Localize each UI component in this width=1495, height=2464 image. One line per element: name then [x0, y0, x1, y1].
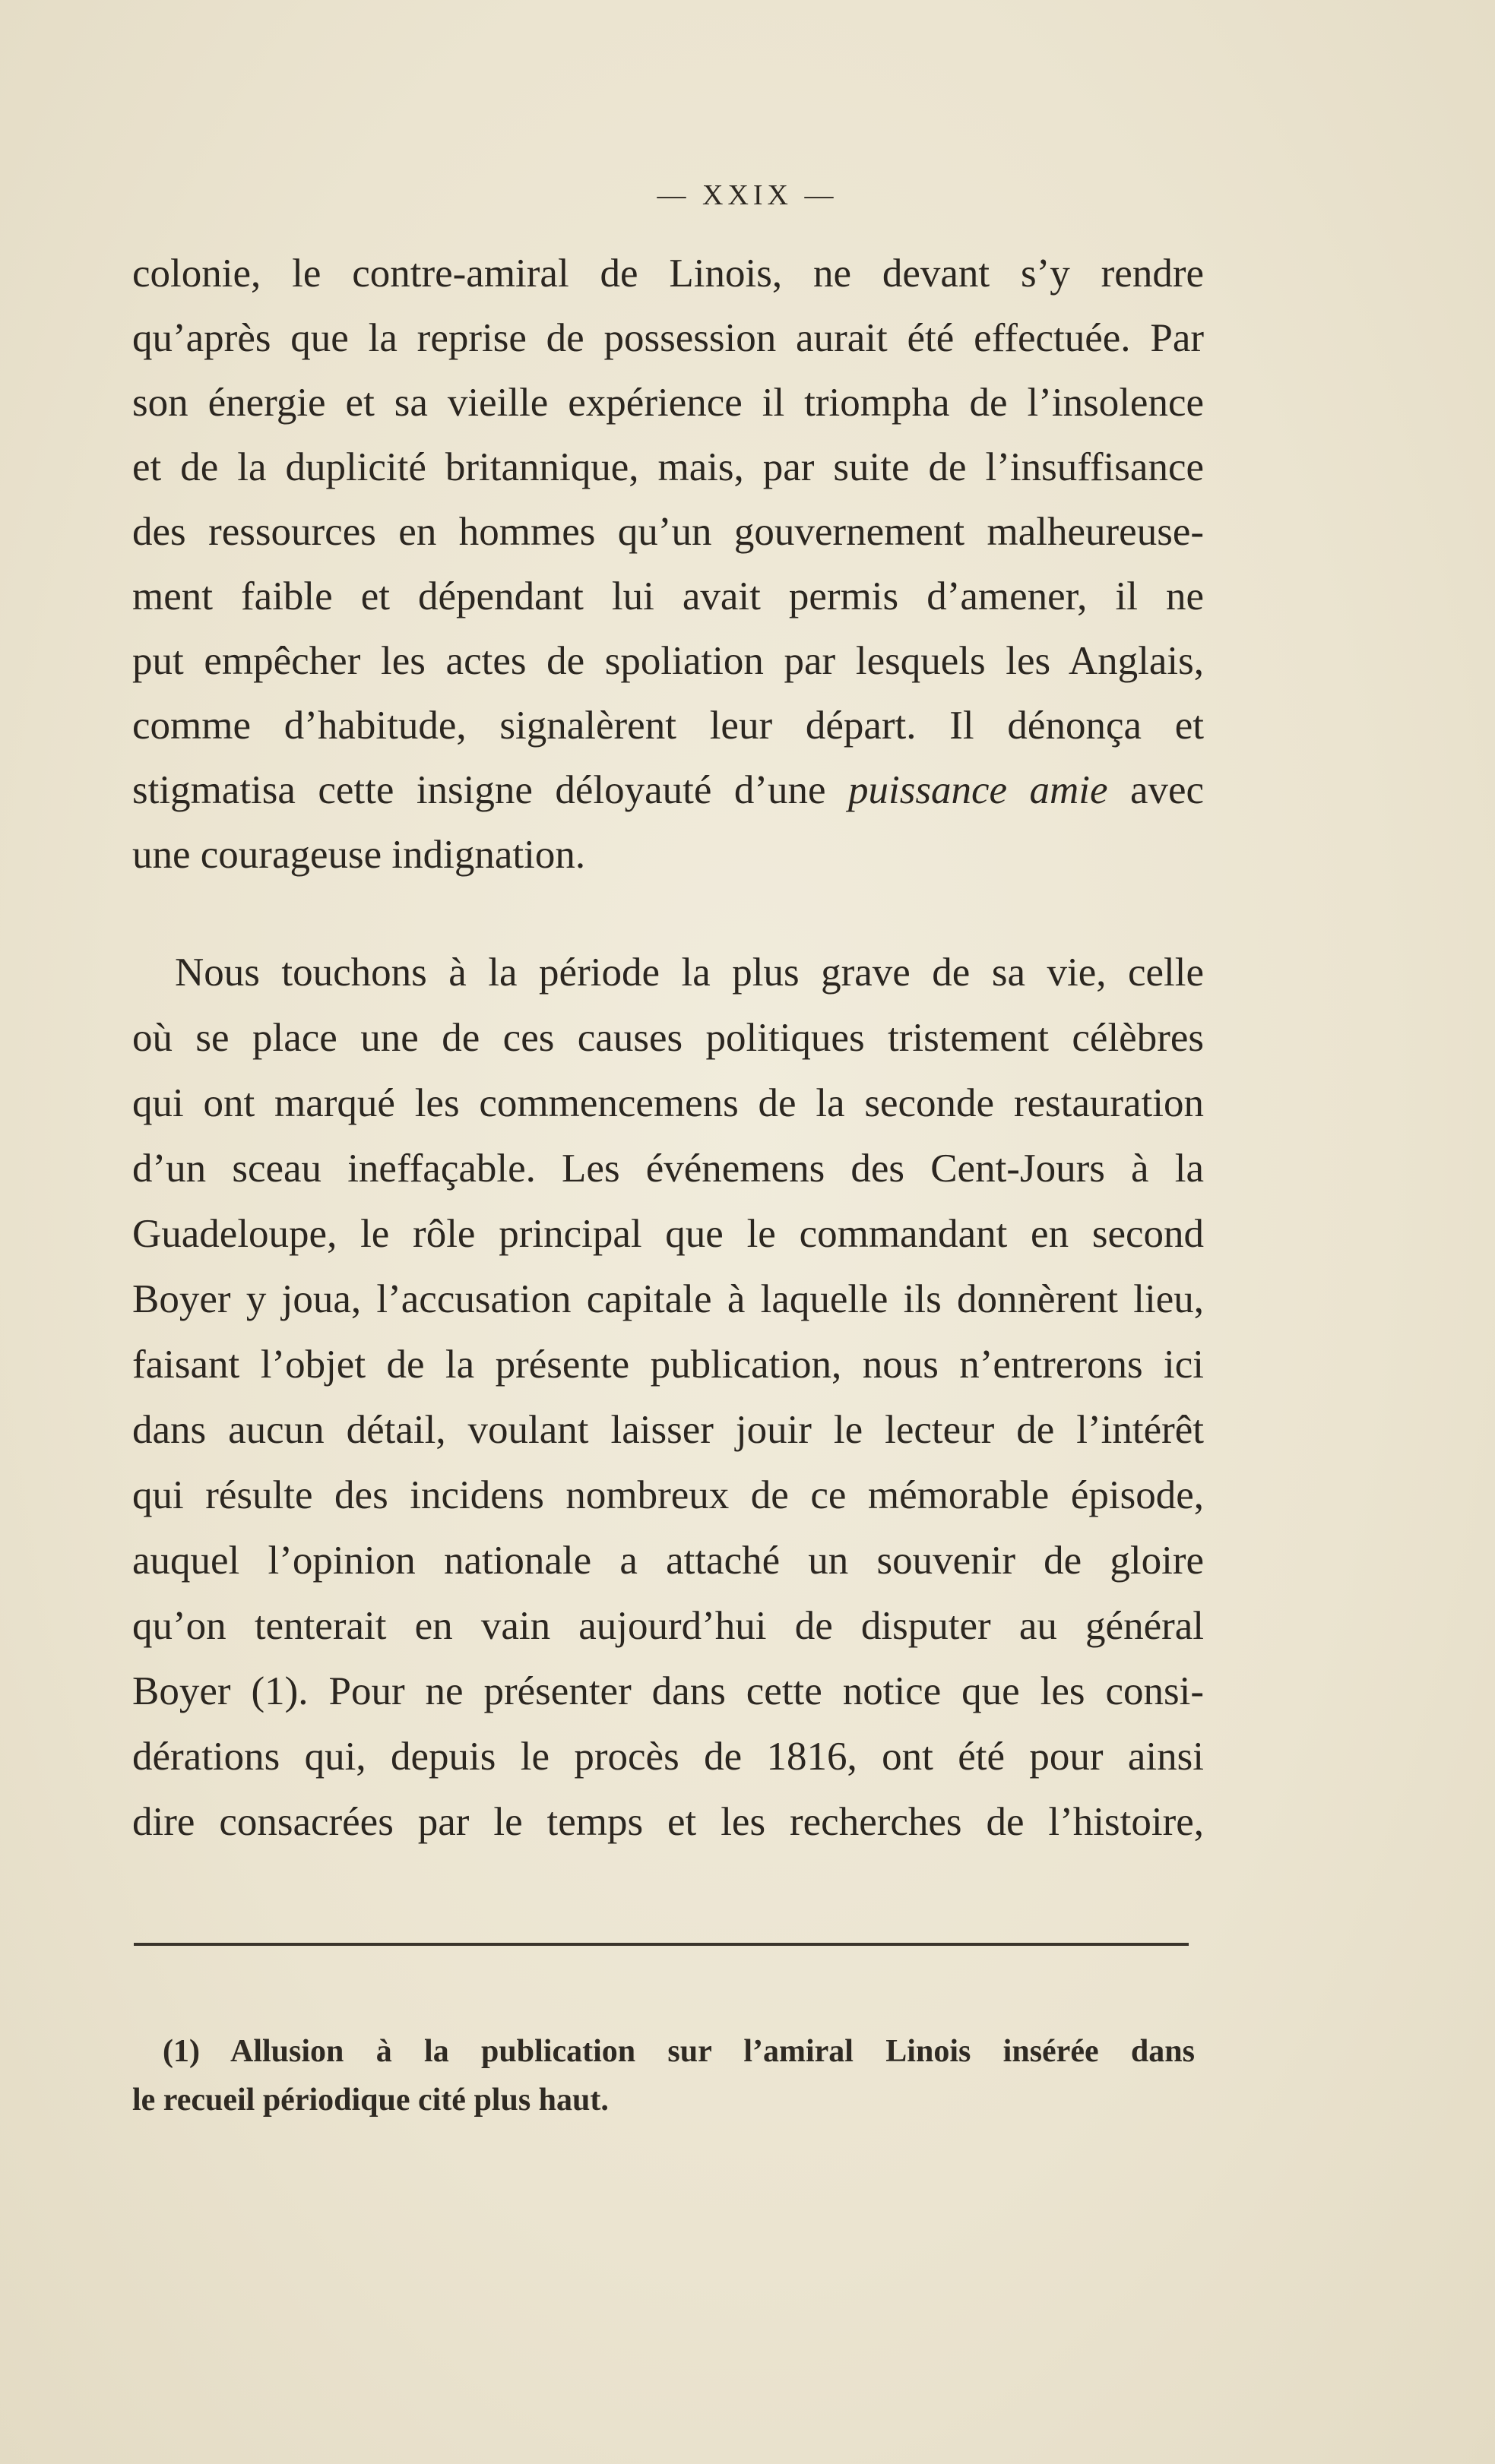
text-line: put empêcher les actes de spoliation par lesquels les Anglais, — [132, 639, 1204, 683]
text-line: dire consacrées par le temps et les recherches de l’histoire, — [132, 1800, 1204, 1844]
text-line: Boyer (1). Pour ne présenter dans cette notice que les consi- — [132, 1669, 1204, 1713]
text-segment: stigmatisa cette insigne déloyauté d’une — [132, 768, 826, 812]
text-line: son énergie et sa vieille expérience il triompha de l’insolence — [132, 381, 1204, 425]
text-segment: avec — [1129, 768, 1205, 812]
text-line: dans aucun détail, voulant laisser jouir le lecteur de l’intérêt — [132, 1408, 1204, 1452]
footnote-line: le recueil périodique cité plus haut. — [132, 2083, 609, 2118]
italic-phrase: puissance amie — [847, 768, 1108, 812]
text-line: une courageuse indignation. — [132, 833, 586, 877]
text-line: Boyer y joua, l’accusation capitale à laquelle ils donnèrent lieu, — [132, 1277, 1204, 1321]
text-line: colonie, le contre-amiral de Linois, ne devant s’y rendre — [132, 251, 1204, 296]
text-line: des ressources en hommes qu’un gouvernement malheureuse- — [132, 510, 1204, 554]
text-line-with-italic — [132, 760, 1204, 821]
text-line: ment faible et dépendant lui avait permis d’amener, il ne — [132, 574, 1204, 618]
footnote-line: (1) Allusion à la publication sur l’amiral Linois insérée dans — [163, 2034, 1195, 2069]
text-line: et de la duplicité britannique, mais, par suite de l’insuffisance — [132, 445, 1204, 489]
text-line: Guadeloupe, le rôle principal que le commandant en second — [132, 1212, 1204, 1256]
text-line: dérations qui, depuis le procès de 1816, ont été pour ainsi — [132, 1735, 1204, 1779]
text-line: où se place une de ces causes politiques tristement célèbres — [132, 1016, 1204, 1060]
text-line: qui ont marqué les commencemens de la seconde restauration — [132, 1081, 1204, 1125]
text-line: Nous touchons à la période la plus grave de sa vie, celle — [175, 950, 1204, 995]
text-line: faisant l’objet de la présente publication, nous n’entrerons ici — [132, 1343, 1204, 1387]
text-line: qu’on tenterait en vain aujourd’hui de disputer au général — [132, 1604, 1204, 1648]
text-line: qu’après que la reprise de possession aurait été effectuée. Par — [132, 316, 1204, 360]
text-line: comme d’habitude, signalèrent leur départ. Il dénonça et — [132, 704, 1204, 748]
text-line: auquel l’opinion nationale a attaché un souvenir de gloire — [132, 1539, 1204, 1583]
page-number-header: — XXIX — — [657, 179, 838, 211]
text-line: qui résulte des incidens nombreux de ce mémorable épisode, — [132, 1473, 1204, 1517]
text-line: d’un sceau ineffaçable. Les événemens des Cent-Jours à la — [132, 1147, 1204, 1191]
footnote-separator — [134, 1943, 1189, 1946]
